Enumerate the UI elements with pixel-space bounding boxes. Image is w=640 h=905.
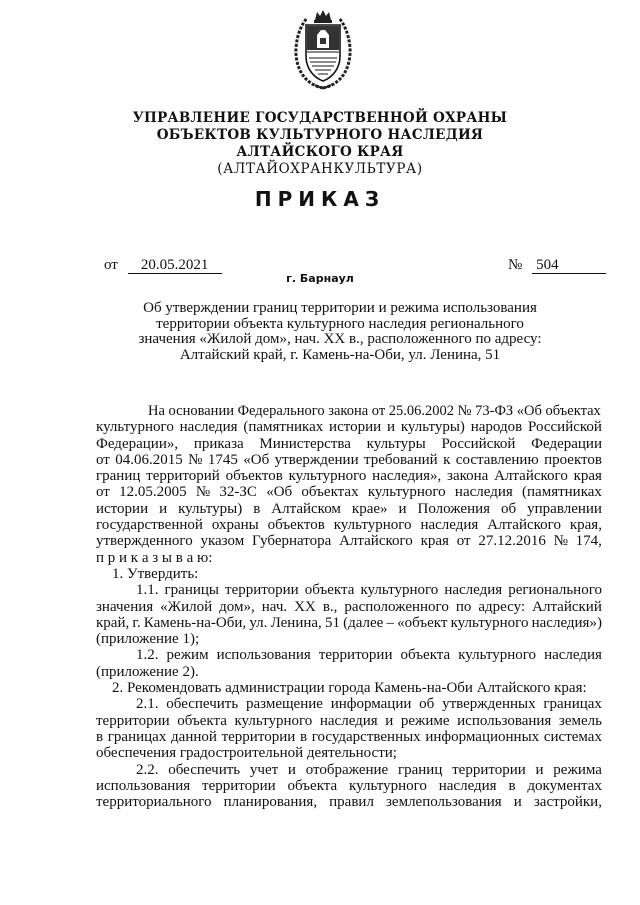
order-verb: п р и к а з ы в а ю: (96, 549, 213, 566)
agency-short-name: (АЛТАЙОХРАНКУЛЬТУРА) (217, 161, 423, 177)
date-prefix: от (104, 257, 118, 273)
body-line: обеспечения градостроительной деятельности; (96, 745, 397, 762)
body-line: На основании Федерального закона от 25.06.2002 № 73-ФЗ «Об объектах (148, 403, 601, 419)
body-line: от 04.06.2015 № 1745 «Об утверждении требований к составлению проектов (96, 451, 602, 468)
document-date: 20.05.2021 (128, 258, 222, 274)
body-line: государственной охраны объектов культурного наследия Алтайского края, (96, 517, 602, 534)
body-line: в границах данной территории в государственных информационных системах (96, 728, 602, 745)
number-prefix: № (508, 257, 523, 273)
document-subject (100, 301, 580, 363)
list-item: 2.2. обеспечить учет и отображение границ территории и режима (136, 761, 602, 778)
list-item: 1.2. режим использования территории объекта культурного наследия (136, 647, 602, 664)
list-item: 1. Утвердить: (112, 565, 199, 582)
agency-name-line-1: УПРАВЛЕНИЕ ГОСУДАРСТВЕННОЙ ОХРАНЫ (132, 110, 508, 126)
document-type-title: ПРИКАЗ (254, 187, 386, 211)
body-line: использования территории объекта культурного наследия в документах (96, 777, 602, 794)
body-line: истории и культуры) в Алтайском крае» и Положения об управлении (96, 500, 602, 517)
list-item: 1.1. границы территории объекта культурного наследия регионального (136, 582, 602, 599)
body-line: (приложение 1); (96, 631, 200, 648)
body-line: значения «Жилой дом», нач. ХХ в., расположенного по адресу: Алтайский (96, 598, 602, 615)
altai-krai-coat-of-arms-icon (293, 8, 353, 92)
agency-name-line-3: АЛТАЙСКОГО КРАЯ (236, 144, 404, 160)
document-body (96, 403, 602, 810)
agency-name-line-2: ОБЪЕКТОВ КУЛЬТУРНОГО НАСЛЕДИЯ (156, 127, 484, 143)
body-line: территории объекта культурного наследия и режиме использования земель (96, 712, 602, 729)
subject-line: значения «Жилой дом», нач. ХХ в., расположенного по адресу: (138, 331, 542, 347)
body-line: утвержденного указом Губернатора Алтайского края от 27.12.2016 № 174, (96, 533, 602, 550)
body-line: край, г. Камень-на-Оби, ул. Ленина, 51 (далее – «объект культурного наследия») (96, 614, 602, 631)
subject-line: территории объекта культурного наследия регионального (156, 315, 524, 332)
list-item: 2.1. обеспечить размещение информации об утвержденных границах (136, 696, 602, 713)
list-item: 2. Рекомендовать администрации города Камень-на-Оби Алтайского края: (112, 680, 587, 697)
city-label: г. Барнаул (286, 272, 354, 285)
body-line: (приложение 2). (96, 663, 199, 680)
body-line: культурного наследия (памятниках истории и культуры) народов Российской (96, 419, 602, 436)
subject-line: Алтайский край, г. Камень-на-Оби, ул. Ленина, 51 (179, 346, 501, 363)
subject-line: Об утверждении границ территории и режима использования (143, 300, 537, 316)
body-line: от 12.05.2005 № 32-ЗС «Об объектах культурного наследия (памятниках (96, 484, 602, 501)
body-line: территориального планирования, правил землепользования и застройки, (96, 794, 602, 811)
document-number: 504 (532, 258, 606, 274)
body-line: границ территорий объектов культурного наследия», закона Алтайского края (96, 468, 602, 485)
body-line: Федерации», приказа Министерства культуры Российской Федерации (96, 435, 602, 452)
